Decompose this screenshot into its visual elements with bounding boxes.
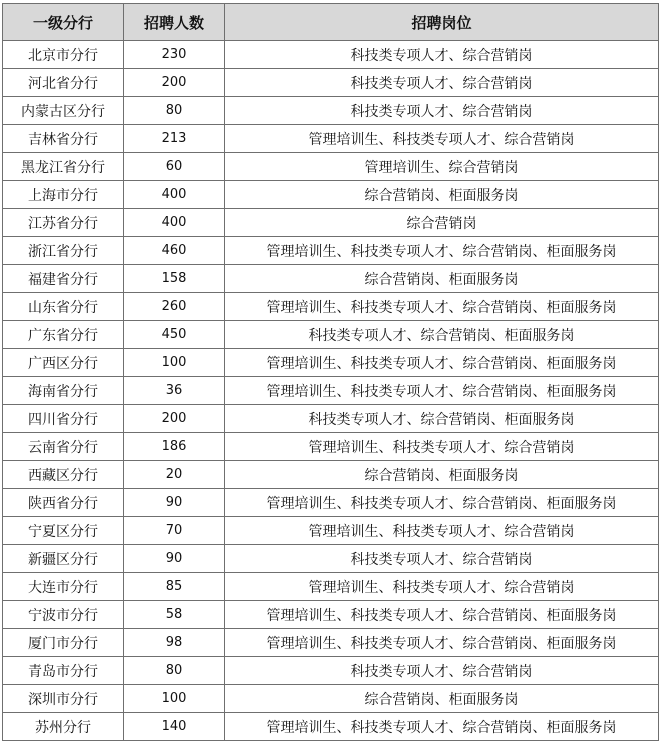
positions-cell: 科技类专项人才、综合营销岗、柜面服务岗	[225, 405, 659, 433]
positions-cell: 管理培训生、科技类专项人才、综合营销岗	[225, 517, 659, 545]
recruitment-table	[2, 3, 659, 741]
positions-cell: 管理培训生、科技类专项人才、综合营销岗	[225, 433, 659, 461]
count-cell: 260	[124, 293, 225, 321]
count-cell: 90	[124, 489, 225, 517]
table-row	[3, 293, 659, 321]
positions-cell: 管理培训生、科技类专项人才、综合营销岗、柜面服务岗	[225, 601, 659, 629]
positions-cell: 管理培训生、科技类专项人才、综合营销岗、柜面服务岗	[225, 349, 659, 377]
table-row	[3, 433, 659, 461]
positions-cell: 管理培训生、科技类专项人才、综合营销岗、柜面服务岗	[225, 377, 659, 405]
positions-cell: 管理培训生、科技类专项人才、综合营销岗、柜面服务岗	[225, 293, 659, 321]
positions-cell: 综合营销岗	[225, 209, 659, 237]
positions-cell: 管理培训生、科技类专项人才、综合营销岗、柜面服务岗	[225, 237, 659, 265]
table-row	[3, 545, 659, 573]
positions-cell: 管理培训生、科技类专项人才、综合营销岗、柜面服务岗	[225, 489, 659, 517]
table-row	[3, 69, 659, 97]
table-row	[3, 601, 659, 629]
count-cell: 186	[124, 433, 225, 461]
branch-cell: 青岛市分行	[3, 657, 124, 685]
branch-cell: 黑龙江省分行	[3, 153, 124, 181]
count-cell: 460	[124, 237, 225, 265]
count-cell: 98	[124, 629, 225, 657]
table-row	[3, 265, 659, 293]
table-row	[3, 713, 659, 741]
table-row	[3, 41, 659, 69]
table-row	[3, 573, 659, 601]
positions-cell: 综合营销岗、柜面服务岗	[225, 685, 659, 713]
count-cell: 200	[124, 405, 225, 433]
positions-cell: 管理培训生、科技类专项人才、综合营销岗、柜面服务岗	[225, 629, 659, 657]
branch-cell: 厦门市分行	[3, 629, 124, 657]
branch-cell: 内蒙古区分行	[3, 97, 124, 125]
branch-cell: 吉林省分行	[3, 125, 124, 153]
branch-cell: 大连市分行	[3, 573, 124, 601]
count-cell: 158	[124, 265, 225, 293]
count-cell: 100	[124, 685, 225, 713]
table-row	[3, 209, 659, 237]
positions-cell: 科技类专项人才、综合营销岗、柜面服务岗	[225, 321, 659, 349]
count-cell: 100	[124, 349, 225, 377]
count-cell: 230	[124, 41, 225, 69]
header-branch: 一级分行	[3, 4, 124, 41]
count-cell: 213	[124, 125, 225, 153]
branch-cell: 新疆区分行	[3, 545, 124, 573]
branch-cell: 河北省分行	[3, 69, 124, 97]
table-row	[3, 685, 659, 713]
branch-cell: 四川省分行	[3, 405, 124, 433]
branch-cell: 深圳市分行	[3, 685, 124, 713]
count-cell: 140	[124, 713, 225, 741]
table-row	[3, 349, 659, 377]
positions-cell: 管理培训生、科技类专项人才、综合营销岗	[225, 125, 659, 153]
count-cell: 85	[124, 573, 225, 601]
table-body	[3, 41, 659, 741]
count-cell: 400	[124, 181, 225, 209]
table-row	[3, 377, 659, 405]
branch-cell: 海南省分行	[3, 377, 124, 405]
positions-cell: 科技类专项人才、综合营销岗	[225, 545, 659, 573]
branch-cell: 北京市分行	[3, 41, 124, 69]
branch-cell: 宁波市分行	[3, 601, 124, 629]
count-cell: 80	[124, 657, 225, 685]
positions-cell: 科技类专项人才、综合营销岗	[225, 657, 659, 685]
table-row	[3, 517, 659, 545]
branch-cell: 浙江省分行	[3, 237, 124, 265]
count-cell: 450	[124, 321, 225, 349]
branch-cell: 广东省分行	[3, 321, 124, 349]
branch-cell: 云南省分行	[3, 433, 124, 461]
table-row	[3, 237, 659, 265]
table-row	[3, 125, 659, 153]
count-cell: 90	[124, 545, 225, 573]
branch-cell: 苏州分行	[3, 713, 124, 741]
positions-cell: 综合营销岗、柜面服务岗	[225, 265, 659, 293]
positions-cell: 科技类专项人才、综合营销岗	[225, 41, 659, 69]
count-cell: 400	[124, 209, 225, 237]
table-row	[3, 153, 659, 181]
branch-cell: 福建省分行	[3, 265, 124, 293]
table-row	[3, 181, 659, 209]
header-positions: 招聘岗位	[225, 4, 659, 41]
count-cell: 200	[124, 69, 225, 97]
count-cell: 70	[124, 517, 225, 545]
positions-cell: 科技类专项人才、综合营销岗	[225, 69, 659, 97]
positions-cell: 管理培训生、综合营销岗	[225, 153, 659, 181]
header-count: 招聘人数	[124, 4, 225, 41]
branch-cell: 山东省分行	[3, 293, 124, 321]
table-row	[3, 489, 659, 517]
branch-cell: 西藏区分行	[3, 461, 124, 489]
table-row	[3, 321, 659, 349]
positions-cell: 综合营销岗、柜面服务岗	[225, 181, 659, 209]
count-cell: 58	[124, 601, 225, 629]
branch-cell: 广西区分行	[3, 349, 124, 377]
table-row	[3, 97, 659, 125]
branch-cell: 陕西省分行	[3, 489, 124, 517]
positions-cell: 科技类专项人才、综合营销岗	[225, 97, 659, 125]
table-row	[3, 657, 659, 685]
positions-cell: 管理培训生、科技类专项人才、综合营销岗	[225, 573, 659, 601]
count-cell: 20	[124, 461, 225, 489]
table-row	[3, 461, 659, 489]
count-cell: 36	[124, 377, 225, 405]
count-cell: 60	[124, 153, 225, 181]
header-row	[3, 4, 659, 41]
branch-cell: 上海市分行	[3, 181, 124, 209]
count-cell: 80	[124, 97, 225, 125]
table-row	[3, 629, 659, 657]
positions-cell: 管理培训生、科技类专项人才、综合营销岗、柜面服务岗	[225, 713, 659, 741]
branch-cell: 江苏省分行	[3, 209, 124, 237]
table-row	[3, 405, 659, 433]
positions-cell: 综合营销岗、柜面服务岗	[225, 461, 659, 489]
branch-cell: 宁夏区分行	[3, 517, 124, 545]
